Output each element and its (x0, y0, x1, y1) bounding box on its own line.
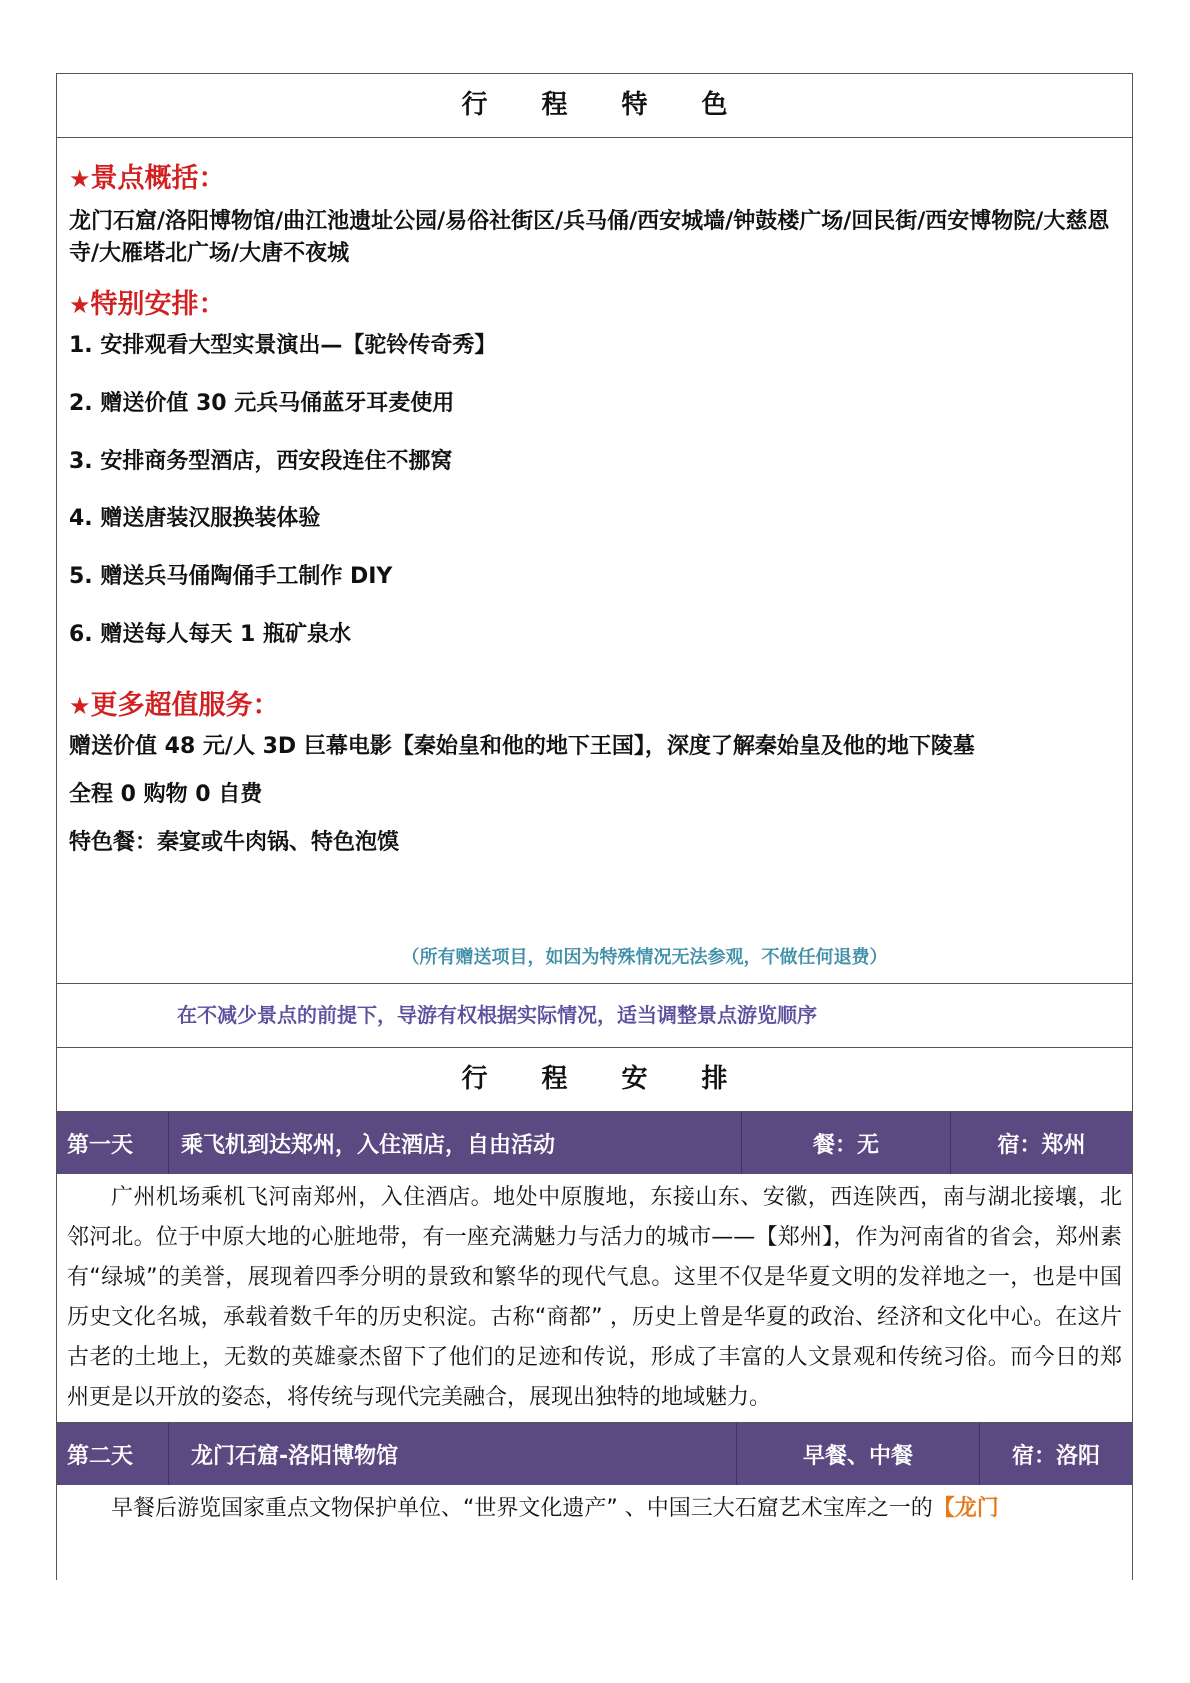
service-item: 全程 0 购物 0 自费 (69, 782, 263, 807)
day-route: 乘飞机到达郑州，入住酒店，自由活动 (169, 1112, 742, 1174)
day-label: 第一天 (57, 1112, 169, 1174)
itinerary-document (56, 73, 1133, 1580)
day-stay: 宿：洛阳 (1011, 1443, 1100, 1469)
service-item: 赠送价值 48 元/人 3D 巨幕电影【秦始皇和他的地下王国】，深度了解秦始皇及他的地下陵墓 (69, 734, 975, 759)
special-heading-label: 特别安排： (90, 289, 226, 320)
star-icon: ★ (69, 165, 91, 193)
special-heading (69, 282, 226, 321)
special-item: 6. 赠送每人每天 1 瓶矿泉水 (69, 622, 351, 647)
features-title: 行程特色 (57, 74, 1132, 138)
scenic-list: 龙门石窟/洛阳博物馆/曲江池遗址公园/易俗社街区/兵马俑/西安城墙/钟鼓楼广场/回民街/西安博物院/大慈恩寺/大雁塔北广场/大唐不夜城 (69, 209, 1110, 266)
special-item: 4. 赠送唐装汉服换装体验 (69, 506, 321, 531)
star-icon: ★ (69, 692, 91, 720)
special-item: 2. 赠送价值 30 元兵马俑蓝牙耳麦使用 (69, 391, 455, 416)
day-route: 龙门石窟-洛阳博物馆 (169, 1423, 737, 1485)
day-meals: 早餐、中餐 (737, 1423, 980, 1485)
special-item: 3. 安排商务型酒店，西安段连住不挪窝 (69, 449, 453, 474)
adjust-note: 在不减少景点的前提下，导游有权根据实际情况，适当调整景点游览顺序 (57, 984, 1132, 1048)
day-label: 第二天 (57, 1423, 169, 1485)
scenic-heading (69, 156, 226, 195)
day-header (57, 1112, 1132, 1174)
day-stay: 宿：郑州 (997, 1132, 1086, 1158)
day-header (57, 1423, 1132, 1485)
day-meals: 餐：无 (742, 1112, 951, 1174)
day-description: 广州机场乘机飞河南郑州，入住酒店。地处中原腹地，东接山东、安徽，西连陕西，南与湖北接壤，北邻河北。位于中原大地的心脏地带，有一座充满魅力与活力的城市——【郑州】，作为河南省的省会，郑州素有“绿城”的美誉，展现着四季分明的景致和繁华的现代气息。这里不仅是华夏文明的发祥地之一，也是中国历史文化名城，承载着数千年的历史积淀。古称“商都” ，历史上曾是华夏的政治、经济和文化中心。在这片古老的土地上，无数的英雄豪杰留下了他们的足迹和传说，形成了丰富的人文景观和传统习俗。而今日的郑州更是以开放的姿态，将传统与现代完美融合，展现出独特的地域魅力。 (57, 1174, 1132, 1423)
services-heading (69, 683, 280, 722)
special-item: 1. 安排观看大型实景演出—【驼铃传奇秀】 (69, 333, 497, 358)
scenic-heading-label: 景点概括： (90, 163, 226, 194)
special-item: 5. 赠送兵马俑陶俑手工制作 DIY (69, 564, 393, 589)
star-icon: ★ (69, 291, 91, 319)
day-description (57, 1485, 1132, 1533)
highlight-text: 【龙门 (932, 1496, 999, 1521)
services-heading-label: 更多超值服务： (90, 690, 280, 721)
day-description-text: 早餐后游览国家重点文物保护单位、“世界文化遗产” 、中国三大石窟艺术宝库之一的 (111, 1496, 933, 1521)
features-section (57, 138, 1132, 984)
service-item: 特色餐：秦宴或牛肉锅、特色泡馍 (69, 830, 400, 855)
gift-note: （所有赠送项目，如因为特殊情况无法参观，不做任何退费） (401, 947, 888, 968)
schedule-title: 行程安排 (57, 1048, 1132, 1112)
